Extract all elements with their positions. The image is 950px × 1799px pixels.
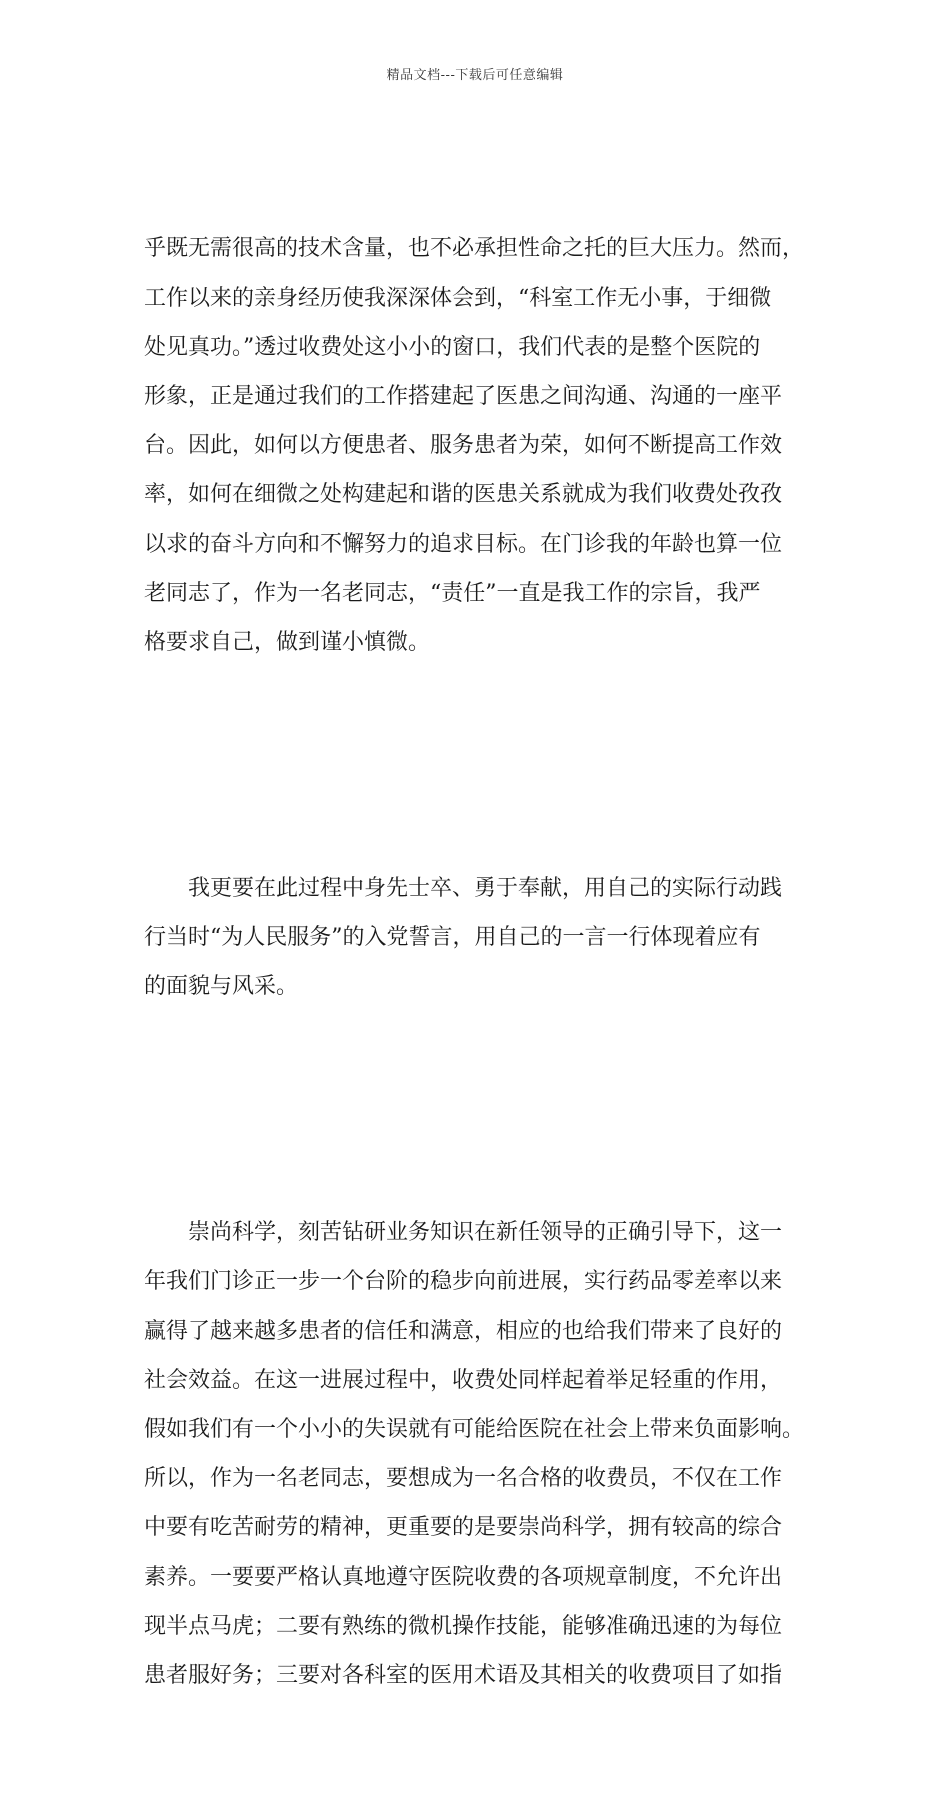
text-line: 处见真功。”透过收费处这小小的窗口，我们代表的是整个医院的 bbox=[144, 334, 761, 360]
text-line: 工作以来的亲身经历使我深深体会到，“科室工作无小事，于细微 bbox=[144, 285, 772, 311]
text-line: 年我们门诊正一步一个台阶的稳步向前进展，实行药品零差率以来 bbox=[144, 1269, 783, 1295]
text-line: 崇尚科学，刻苦钻研业务知识在新任领导的正确引导下，这一 bbox=[144, 1220, 783, 1246]
text-line: 率，如何在细微之处构建起和谐的医患关系就成为我们收费处孜孜 bbox=[144, 482, 783, 508]
text-line: 素养。一要要严格认真地遵守医院收费的各项规章制度，不允许出 bbox=[144, 1564, 783, 1590]
paragraph-1 bbox=[144, 126, 824, 766]
paragraph-3 bbox=[144, 1110, 824, 1799]
text-line: 中要有吃苦耐劳的精神，更重要的是要崇尚科学，拥有较高的综合 bbox=[144, 1515, 783, 1541]
text-line: 患者服好务；三要对各科室的医用术语及其相关的收费项目了如指 bbox=[144, 1662, 783, 1688]
text-line: 乎既无需很高的技术含量，也不必承担性命之托的巨大压力。然而， bbox=[144, 236, 805, 262]
text-line: 我更要在此过程中身先士卒、勇于奉献，用自己的实际行动践 bbox=[144, 875, 783, 901]
text-line: 格要求自己，做到谨小慎微。 bbox=[144, 629, 431, 655]
text-line: 的面貌与风采。 bbox=[144, 974, 299, 1000]
text-line: 假如我们有一个小小的失误就有可能给医院在社会上带来负面影响。 bbox=[144, 1417, 805, 1443]
text-line: 社会效益。在这一进展过程中，收费处同样起着举足轻重的作用， bbox=[144, 1367, 783, 1393]
text-line: 行当时“为人民服务”的入党誓言，用自己的一言一行体现着应有 bbox=[144, 925, 761, 951]
text-line: 以求的奋斗方向和不懈努力的追求目标。在门诊我的年龄也算一位 bbox=[144, 531, 783, 557]
text-line: 老同志了，作为一名老同志，“责任”一直是我工作的宗旨，我严 bbox=[144, 580, 761, 606]
page-header: 精品文档---下载后可任意编辑 bbox=[386, 68, 564, 83]
text-line: 赢得了越来越多患者的信任和满意，相应的也给我们带来了良好的 bbox=[144, 1318, 783, 1344]
paragraph-2 bbox=[144, 766, 824, 1110]
document-body bbox=[144, 126, 824, 1799]
text-line: 台。因此，如何以方便患者、服务患者为荣，如何不断提高工作效 bbox=[144, 433, 783, 459]
text-line: 现半点马虎；二要有熟练的微机操作技能，能够准确迅速的为每位 bbox=[144, 1613, 783, 1639]
text-line: 形象，正是通过我们的工作搭建起了医患之间沟通、沟通的一座平 bbox=[144, 383, 783, 409]
text-line: 所以，作为一名老同志，要想成为一名合格的收费员，不仅在工作 bbox=[144, 1466, 783, 1492]
